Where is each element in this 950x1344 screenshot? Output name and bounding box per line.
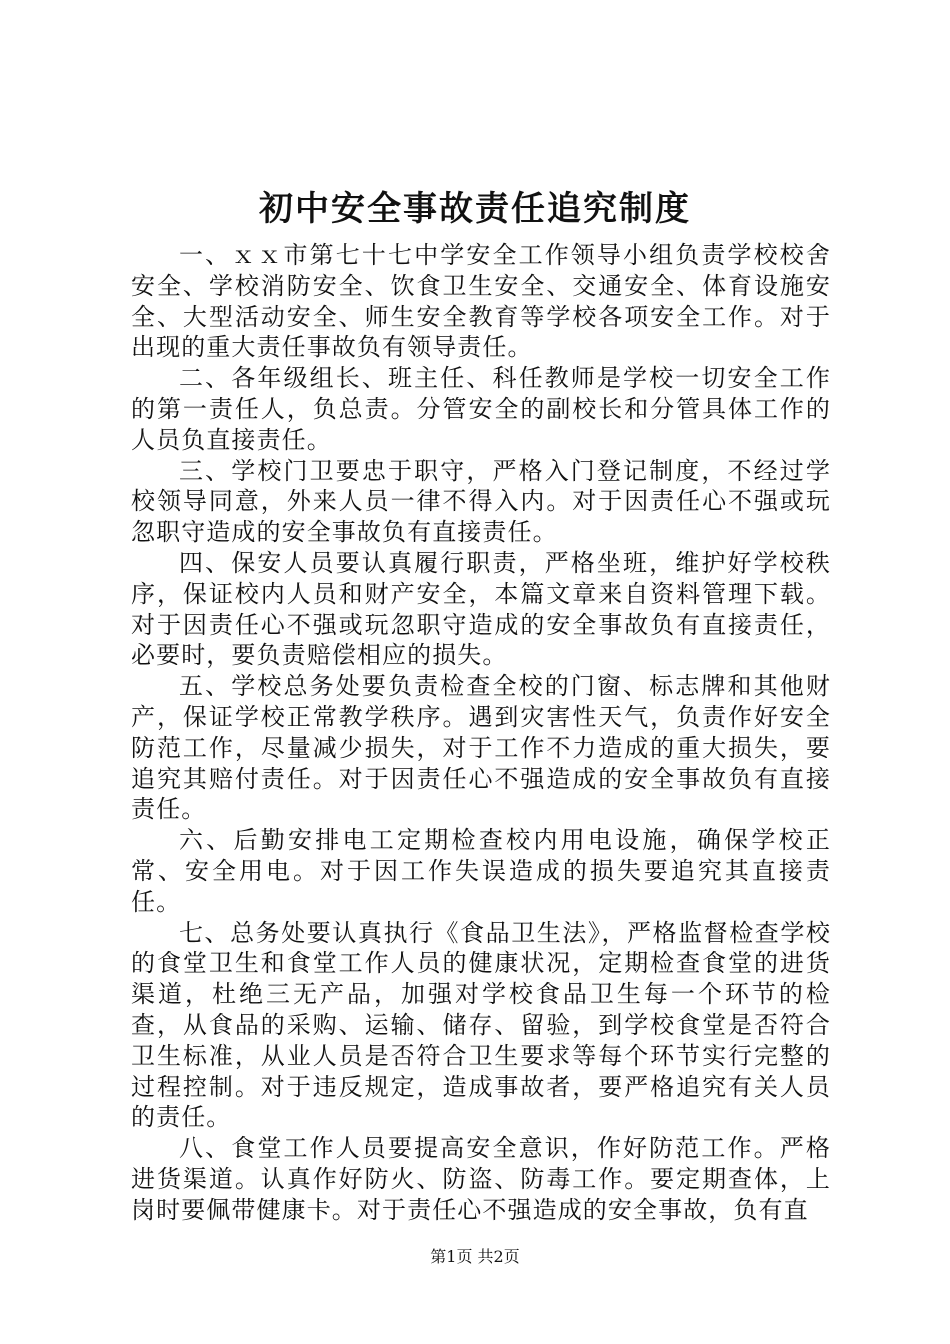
paragraph-8: 八、食堂工作人员要提高安全意识，作好防范工作。严格进货渠道。认真作好防火、防盗、防毒工作。要定期查体，上岗时要佩带健康卡。对于责任心不强造成的安全事故，负有直 [131,1134,831,1224]
paragraph-7: 七、总务处要认真执行《食品卫生法》，严格监督检查学校的食堂卫生和食堂工作人员的健康状况，定期检查食堂的进货渠道，杜绝三无产品，加强对学校食品卫生每一个环节的检查，从食品的采购、运输、储存、留验，到学校食堂是否符合卫生标准，从业人员是否符合卫生要求等每个环节实行完整的过程控制。对于违反规定，造成事故者，要严格追究有关人员的责任。 [131,918,831,1132]
document-title: 初中安全事故责任追究制度 [259,189,691,229]
paragraph-3: 三、学校门卫要忠于职守，严格入门登记制度，不经过学校领导同意，外来人员一律不得入内。对于因责任心不强或玩忽职守造成的安全事故负有直接责任。 [131,456,831,547]
paragraph-5: 五、学校总务处要负责检查全校的门窗、标志牌和其他财产，保证学校正常教学秩序。遇到灾害性天气，负责作好安全防范工作，尽量减少损失，对于工作不力造成的重大损失，要追究其赔付责任。对于因责任心不强造成的安全事故负有直接责任。 [131,672,831,824]
document-body [131,240,831,1226]
page-footer: 第1页 共2页 [430,1247,520,1266]
paragraph-6: 六、后勤安排电工定期检查校内用电设施，确保学校正常、安全用电。对于因工作失误造成的损失要追究其直接责任。 [131,826,831,916]
paragraph-2: 二、各年级组长、班主任、科任教师是学校一切安全工作的第一责任人，负总责。分管安全的副校长和分管具体工作的人员负直接责任。 [131,364,831,454]
paragraph-1: 一、ｘｘ市第七十七中学安全工作领导小组负责学校校舍安全、学校消防安全、饮食卫生安全、交通安全、体育设施安全、大型活动安全、师生安全教育等学校各项安全工作。对于出现的重大责任事故负有领导责任。 [131,241,831,362]
paragraph-4: 四、保安人员要认真履行职责，严格坐班，维护好学校秩序，保证校内人员和财产安全，本篇文章来自资料管理下载。对于因责任心不强或玩忽职守造成的安全事故负有直接责任，必要时，要负责赔偿相应的损失。 [131,548,831,670]
